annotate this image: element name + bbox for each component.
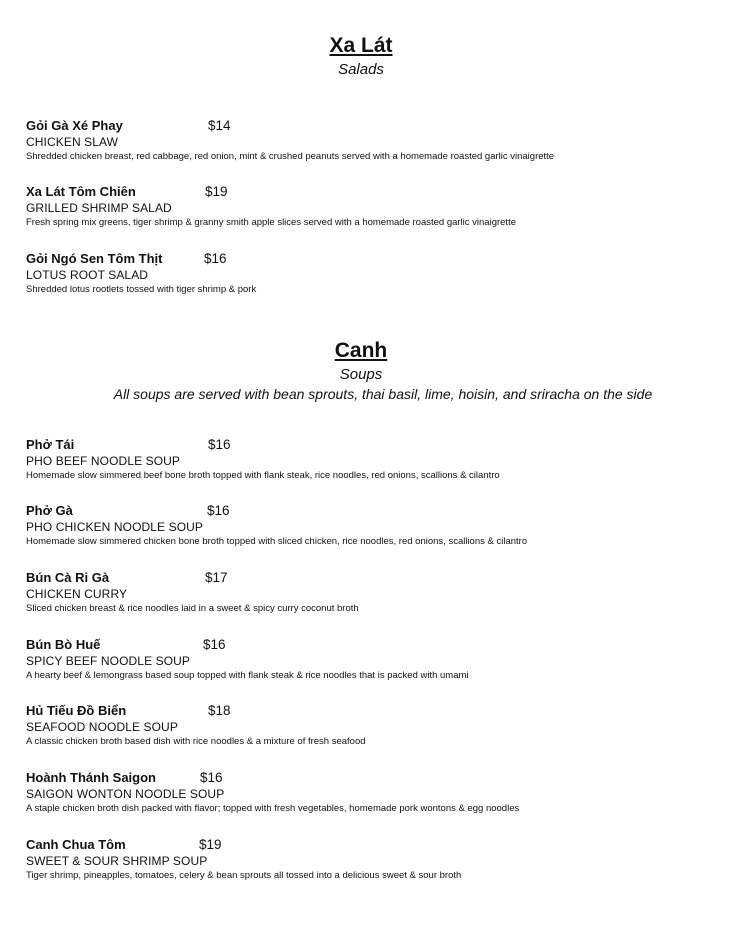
item-price: $14 [208,118,231,133]
item-description: Shredded chicken breast, red cabbage, red onion, mint & crushed peanuts served with a homemade roasted garlic vinaigrette [26,151,555,162]
item-price: $16 [203,637,226,652]
item-english-name: PHO BEEF NOODLE SOUP [26,454,181,468]
item-price: $17 [205,570,228,585]
item-english-name: CHICKEN SLAW [26,135,119,149]
item-description: Tiger shrimp, pineapples, tomatoes, celery & bean sprouts all tossed into a delicious sweet & sour broth [26,870,462,881]
item-description: Shredded lotus rootlets tossed with tiger shrimp & pork [26,284,257,295]
section-subtitle: Salads [338,61,384,78]
item-description: A classic chicken broth based dish with rice noodles & a mixture of fresh seafood [26,736,366,747]
item-price: $16 [207,503,230,518]
item-description: Homemade slow simmered chicken bone broth topped with sliced chicken, rice noodles, red onions, scallions & cilantro [26,536,528,547]
item-name: Canh Chua Tôm [26,837,126,852]
item-description: Homemade slow simmered beef bone broth topped with flank steak, rice noodles, red onions, scallions & cilantro [26,470,500,481]
item-price: $16 [208,437,231,452]
section-note: All soups are served with bean sprouts, thai basil, lime, hoisin, and sriracha on the side [113,386,653,402]
item-description: Fresh spring mix greens, tiger shrimp & granny smith apple slices served with a homemade roasted garlic vinaigrette [26,217,516,228]
item-name: Gỏi Gà Xé Phay [26,118,123,133]
item-name: Xa Lát Tôm Chiên [26,184,136,199]
menu-item [26,636,716,683]
menu-item [26,569,716,616]
section-subtitle: Soups [339,366,383,383]
item-english-name: SPICY BEEF NOODLE SOUP [26,654,191,668]
item-english-name: PHO CHICKEN NOODLE SOUP [26,520,203,534]
item-english-name: GRILLED SHRIMP SALAD [26,201,172,215]
item-english-name: SEAFOOD NOODLE SOUP [26,720,178,734]
item-description: A hearty beef & lemongrass based soup topped with flank steak & rice noodles that is packed with umami [26,670,469,681]
item-price: $19 [199,837,222,852]
item-name: Gỏi Ngó Sen Tôm Thịt [26,251,163,266]
menu-item [26,436,716,483]
item-name: Bún Bò Huế [26,637,101,652]
item-price: $16 [204,251,227,266]
menu-item [26,836,716,883]
menu-item [26,250,716,297]
menu-item [26,117,716,164]
menu-item [26,183,716,230]
item-price: $16 [200,770,223,785]
item-name: Hoành Thánh Saigon [26,770,156,785]
menu-item [26,769,716,816]
section-title: Canh [334,339,388,362]
item-description: Sliced chicken breast & rice noodles laid in a sweet & spicy curry coconut broth [26,603,359,614]
item-english-name: SWEET & SOUR SHRIMP SOUP [26,854,208,868]
item-description: A staple chicken broth dish packed with flavor; topped with fresh vegetables, homemade pork wontons & egg noodles [26,803,520,814]
item-name: Phở Tái [26,437,75,452]
menu-item [26,502,716,549]
section-title: Xa Lát [329,34,393,57]
menu-item [26,702,716,749]
item-english-name: CHICKEN CURRY [26,587,128,601]
item-english-name: SAIGON WONTON NOODLE SOUP [26,787,225,801]
item-name: Bún Cà Ri Gà [26,570,110,585]
item-name: Phở Gà [26,503,73,518]
item-price: $19 [205,184,228,199]
item-english-name: LOTUS ROOT SALAD [26,268,149,282]
item-name: Hủ Tiếu Đồ Biển [26,703,127,718]
item-price: $18 [208,703,231,718]
